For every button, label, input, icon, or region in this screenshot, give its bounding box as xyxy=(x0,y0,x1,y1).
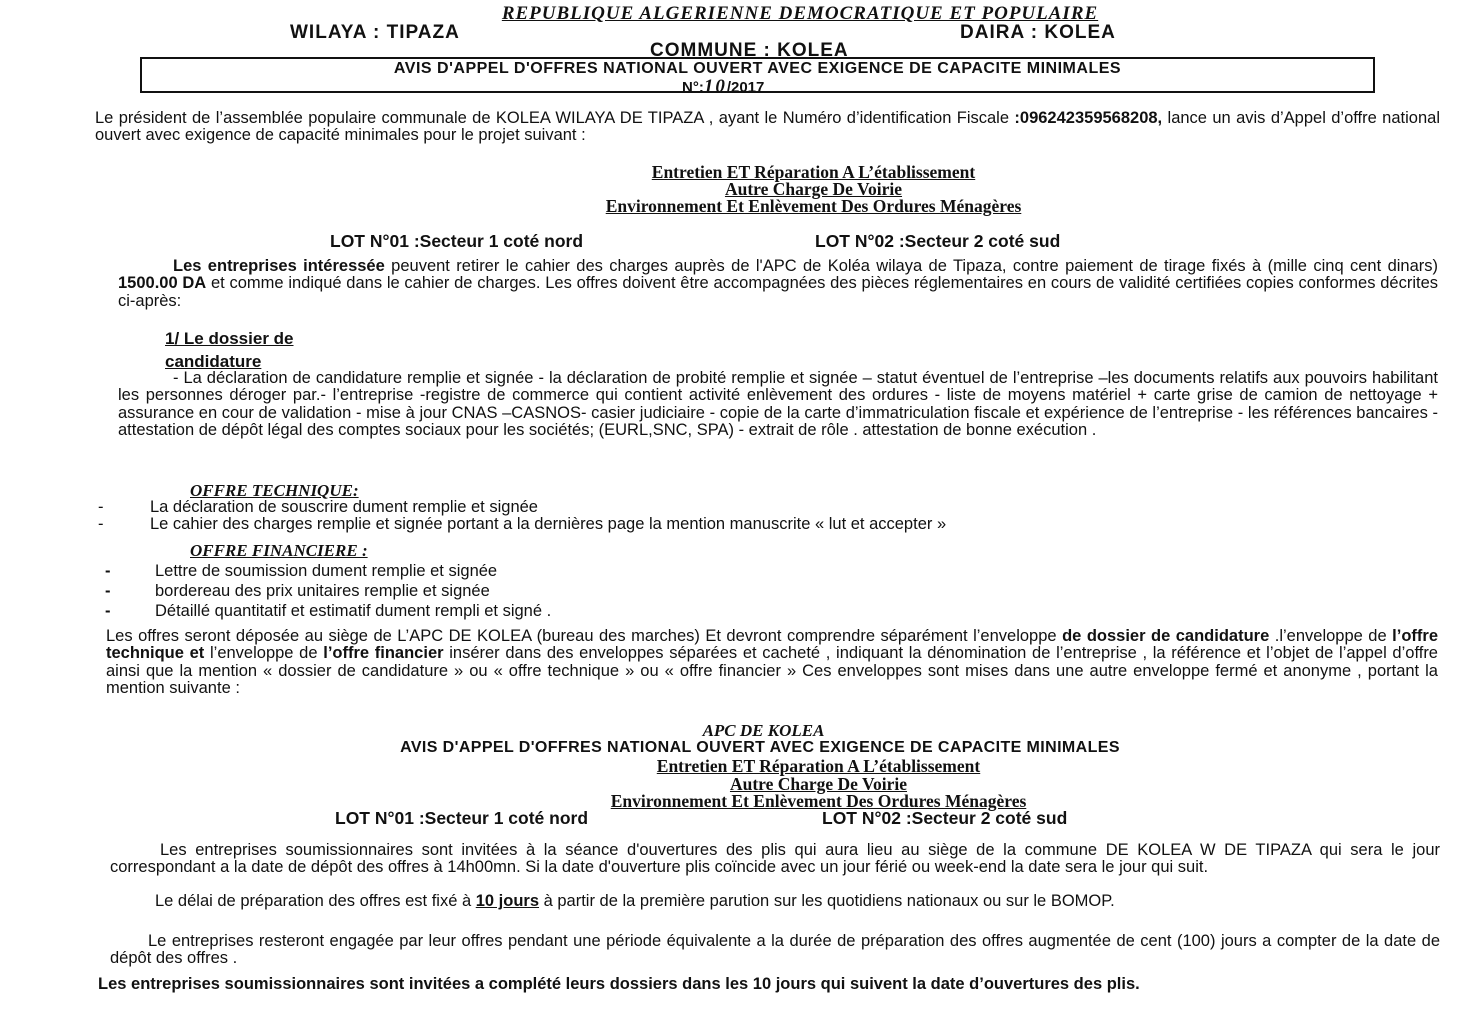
bullet-dash: - xyxy=(105,582,111,600)
envelope-lot-2: LOT N°02 :Secteur 2 coté sud xyxy=(822,808,1068,828)
offre-financiere-item: bordereau des prix unitaires remplie et signée xyxy=(155,582,490,600)
avis-title-box xyxy=(140,57,1375,97)
engagement-text: Le entreprises resteront engagée par leur offres pendant une période équivalente a la durée de préparation des offres augmentée de cent (100) jours a compter de la date de dépôt des offres . xyxy=(110,932,1440,968)
project-title-3: Environnement Et Enlèvement Des Ordures Ménagères xyxy=(605,196,1022,216)
retrait-text-a: peuvent retirer le cahier des charges auprès de l'APC de Koléa wilaya de Tipaza, contre paiement de tirage fixés à (mille cinq cent dinars) xyxy=(384,257,1439,275)
depot-bold-b: l’offre technique et xyxy=(106,627,1438,663)
engagement-paragraph xyxy=(110,933,1440,968)
retrait-paragraph xyxy=(118,258,1438,310)
envelope-title-2: Autre Charge De Voirie xyxy=(729,774,908,794)
bullet-dash: - xyxy=(98,515,104,533)
depot-text-c: l’enveloppe de xyxy=(204,644,324,663)
dossier-text: - La déclaration de candidature remplie et signée - la déclaration de probité remplie et signée – statut éventuel de l’entreprise –les documents relatifs aux pouvoirs habilitant les personnes déroger par.- l’entreprise -registre de commerce qui contient activité enlèvement des ordures - liste de moyens matériel + carte grise de camion de nettoyage + assurance en cour de validation - mise à jour CNAS –CASNOS- casier judiciaire - copie de la carte d’immatriculation fiscale et expérience de l’entreprise - les références bancaires - attestation de dépôt légal des comptes sociaux pour les sociétés; (EURL,SNC, SPA) - extrait de rôle . attestation de bonne exécution . xyxy=(118,369,1438,439)
dossier-heading-b: candidature xyxy=(165,352,262,371)
offre-technique-item: Le cahier des charges remplie et signée portant a la dernières page la mention manuscrite « lut et accepter » xyxy=(150,515,947,533)
offre-technique-heading: OFFRE TECHNIQUE: xyxy=(190,481,359,500)
wilaya-label: WILAYA : TIPAZA xyxy=(290,22,460,43)
project-title-1: Entretien ET Réparation A L’établissement xyxy=(651,162,976,182)
avis-number-handwritten: 10 xyxy=(703,76,727,97)
avis-title: AVIS D'APPEL D'OFFRES NATIONAL OUVERT AVEC EXIGENCE DE CAPACITE MINIMALES xyxy=(393,60,1122,77)
delai-paragraph xyxy=(110,893,1440,910)
completion-text: Les entreprises soumissionnaires sont invitées a complété leurs dossiers dans les 10 jours qui suivent la date d’ouvertures des plis. xyxy=(98,975,1140,993)
dossier-paragraph xyxy=(118,370,1438,439)
intro-paragraph xyxy=(95,110,1440,145)
offre-financiere-heading: OFFRE FINANCIERE : xyxy=(190,541,368,560)
depot-paragraph xyxy=(106,628,1438,697)
nif-number: :096242359568208, xyxy=(1014,109,1163,127)
ouverture-p1: Les entreprises soumissionnaires sont invitées à la séance d'ouvertures des plis qui aura lieu au siège de la commune DE KOLEA W DE TIPAZA qui sera le jour correspondant a la date de dépôt des offres à 14h00mn. Si la date d'ouverture plis coïncide avec un jour férié ou week-end la date sera le jour qui suit. xyxy=(110,841,1440,877)
bullet-dash: - xyxy=(105,562,111,580)
offre-financiere-item: Lettre de soumission dument remplie et signée xyxy=(155,562,498,580)
bullet-dash: - xyxy=(105,602,111,620)
envelope-apc: APC DE KOLEA xyxy=(702,721,825,740)
republic-heading: REPUBLIQUE ALGERIENNE DEMOCRATIQUE ET POPULAIRE xyxy=(501,3,1099,24)
depot-text-a: Les offres seront déposée au siège de L’APC DE KOLEA (bureau des marches) Et devront comprendre séparément l’enveloppe xyxy=(106,627,1063,645)
dossier-heading-a: 1/ Le dossier de xyxy=(165,329,294,348)
offre-financiere-item: Détaillé quantitatif et estimatif dument rempli et signé . xyxy=(155,602,552,620)
offre-technique-item: La déclaration de souscrire dument remplie et signée xyxy=(150,498,538,516)
depot-text-d: insérer dans des enveloppes séparées et cacheté , indiquant la dénomination de l’entreprise , la référence et l’objet de l’appel d’offre ainsi que la mention « dossier de candidature » ou « offre technique » ou « offre financier » Ces enveloppes sont mises dans une autre enveloppe fermé et anonyme , portant la mention suivante : xyxy=(106,644,1438,697)
avis-number xyxy=(682,76,764,98)
lot-2: LOT N°02 :Secteur 2 coté sud xyxy=(815,231,1061,251)
retrait-text-b: et comme indiqué dans le cahier de charges. Les offres doivent être accompagnées des pièces réglementaires en cours de validité certifiées copies conformes décrites ci-après: xyxy=(118,274,1438,310)
delai-text-a: Le délai de préparation des offres est fixé à xyxy=(155,892,476,910)
delai-days: 10 jours xyxy=(475,892,540,910)
ouverture-paragraph xyxy=(110,842,1440,877)
intro-text-a: Le président de l’assemblée populaire communale de KOLEA WILAYA DE TIPAZA , ayant le Numéro d’identification Fiscale xyxy=(95,109,1015,127)
commune-label: COMMUNE : KOLEA xyxy=(650,40,849,61)
delai-text-b: à partir de la première parution sur les quotidiens nationaux ou sur le BOMOP. xyxy=(539,892,1115,910)
envelope-lot-1: LOT N°01 :Secteur 1 coté nord xyxy=(335,808,589,828)
envelope-title-3: Environnement Et Enlèvement Des Ordures Ménagères xyxy=(610,791,1027,811)
intro-text-b: lance un avis d’Appel d’offre national ouvert avec exigence de capacité minimales pour le projet suivant : xyxy=(95,109,1440,145)
depot-bold-a: de dossier de candidature xyxy=(1062,627,1270,645)
avis-number-prefix: N°: xyxy=(682,79,704,96)
depot-bold-c: l’offre financier xyxy=(323,644,444,663)
envelope-title-1: Entretien ET Réparation A L’établissement xyxy=(656,756,981,776)
retrait-price: 1500.00 DA xyxy=(118,274,207,293)
daira-label: DAIRA : KOLEA xyxy=(960,22,1116,43)
bullet-dash: - xyxy=(98,498,104,516)
envelope-avis: AVIS D'APPEL D'OFFRES NATIONAL OUVERT AVEC EXIGENCE DE CAPACITE MINIMALES xyxy=(400,739,1120,756)
completion-paragraph xyxy=(98,976,1440,993)
lot-1: LOT N°01 :Secteur 1 coté nord xyxy=(330,231,584,251)
avis-number-suffix: /2017 xyxy=(726,79,765,96)
retrait-lead: Les entreprises intéressée xyxy=(173,257,385,275)
project-title-2: Autre Charge De Voirie xyxy=(724,179,903,199)
depot-text-b: .l’enveloppe de xyxy=(1269,627,1393,645)
